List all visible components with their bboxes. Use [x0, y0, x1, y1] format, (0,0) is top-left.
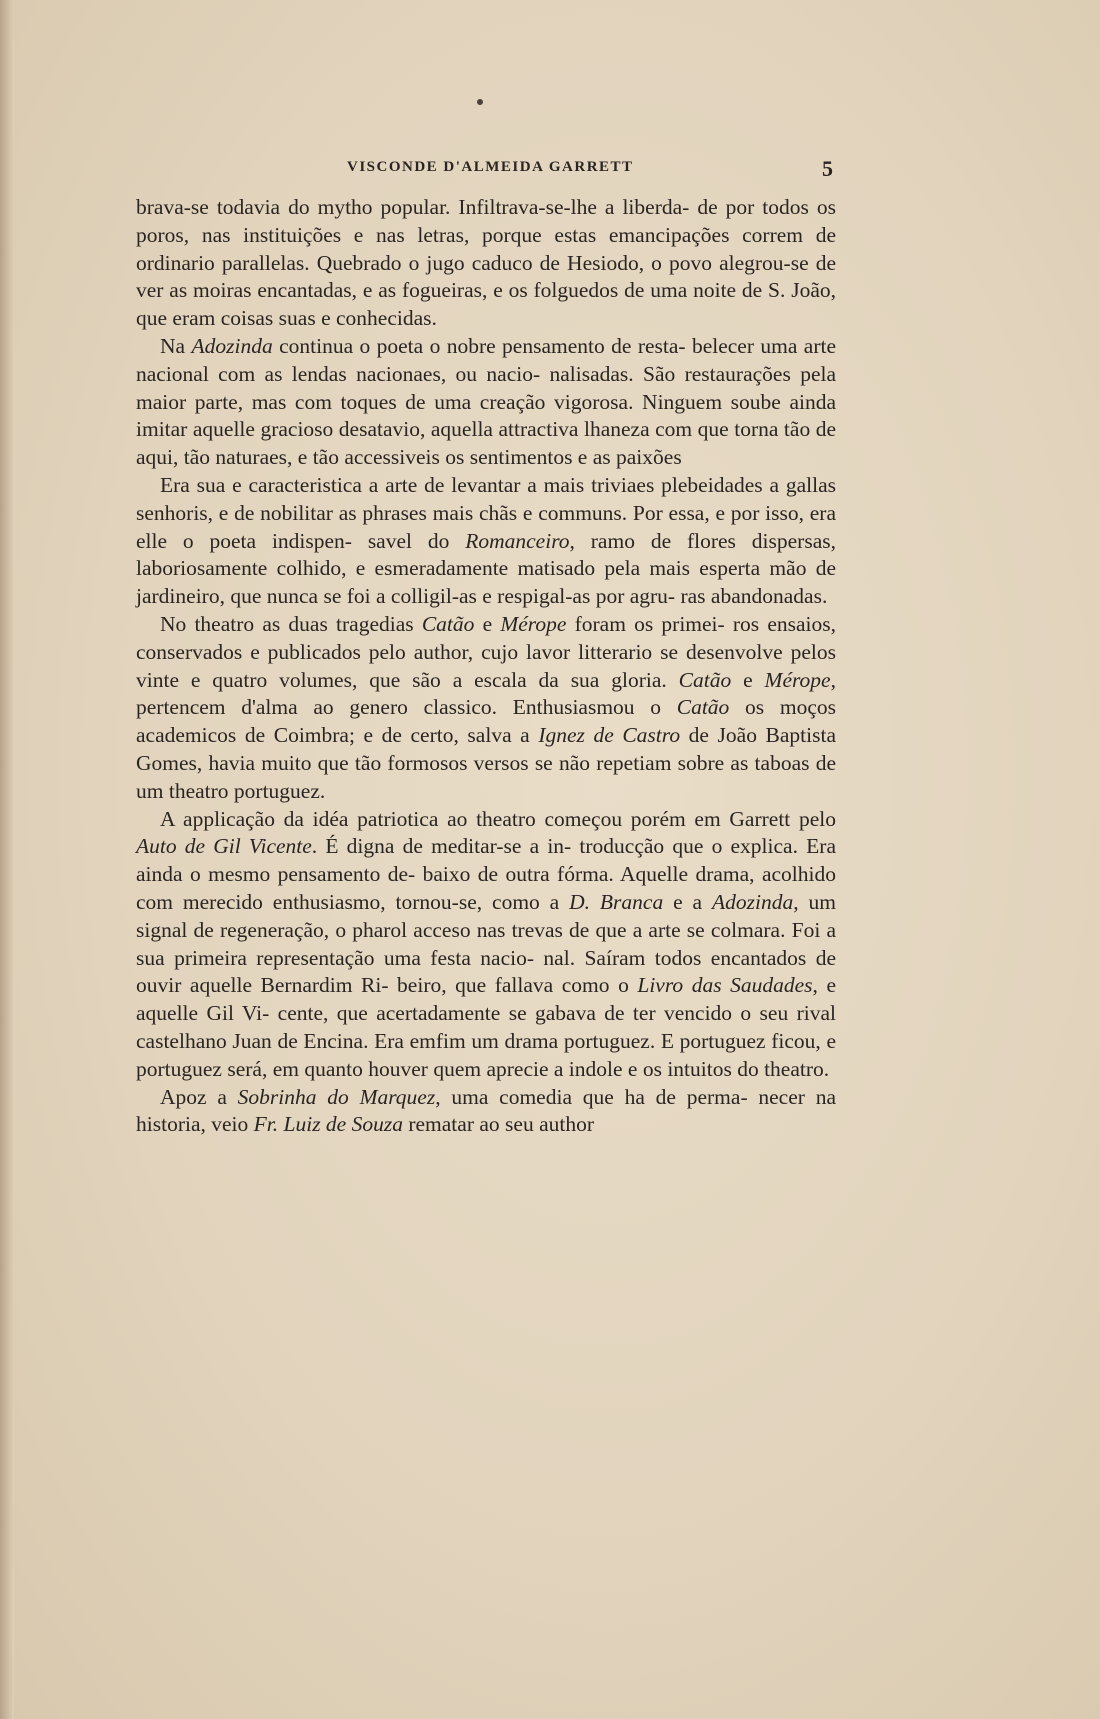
italic-title: Adozinda [191, 333, 273, 358]
text-segment: No theatro as duas tragedias [160, 611, 422, 636]
ink-speck [477, 99, 483, 105]
text-segment: e [474, 611, 501, 636]
italic-title: Catão [678, 667, 732, 692]
page-number: 5 [822, 156, 833, 181]
text-segment: brava-se todavia do mytho popular. Infiltrava-se-lhe a liberda- de por todos os poros, nas instituições e nas letras, porque estas emancipações correm de ordinario parallelas. Quebrado o jugo caduco de Hesiodo, o povo alegrou-se de ver as moiras encantadas, e as fogueiras, e os folguedos de uma noite de S. João, que eram coisas suas e conhecidas. [136, 195, 836, 331]
italic-title: D. Branca [569, 889, 664, 914]
italic-title: Ignez de Castro [538, 723, 681, 748]
text-segment: . É digna de meditar-se a in- troducção que o explica. Era ainda o mesmo pensamento de- baixo de outra fórma. Aquelle drama, acolhido com merecido enthusiasmo, tornou-se, como a [136, 834, 836, 914]
italic-title: Mérope [764, 667, 831, 692]
italic-title: Mérope [500, 611, 567, 636]
paragraph [136, 806, 836, 1084]
italic-title: Livro das Saudades [637, 973, 813, 998]
text-segment: os moços academicos de Coimbra; e de certo, salva a [136, 695, 836, 748]
text-segment: e [731, 667, 765, 692]
text-segment: , um signal de regeneração, o pharol acceso nas trevas de que a arte se colmara. Foi a sua primeira representação uma festa nacio- nal. Saíram todos encantados de ouvir aquelle Bernardim Ri- beiro, que fallava como o [136, 889, 836, 998]
italic-title: Romanceiro [465, 528, 570, 553]
paragraph [136, 611, 836, 806]
text-segment: foram os primei- ros ensaios, conservados e publicados pelo author, cujo lavor litterario se desenvolve pelos vinte e quatro volumes, que são a escala da sua gloria. [136, 611, 837, 692]
text-segment: , pertencem d'alma ao genero classico. Enthusiasmou o [136, 667, 836, 720]
text-segment: Na [160, 333, 192, 358]
text-segment: de João Baptista Gomes, havia muito que tão formosos versos se não repetiam sobre as taboas de um theatro portuguez. [136, 723, 836, 803]
page-binding-edge [0, 0, 14, 1719]
text-segment: , ramo de flores dispersas, laboriosamente colhido, e esmeradamente matisado pela mais esperta mão de jardineiro, que nunca se foi a colligil-as e respigal-as por agru- ras abandonadas. [136, 528, 836, 609]
text-segment: Era sua e caracteristica a arte de levantar a mais triviaes plebeidades a gallas senhoris, e de nobilitar as phrases mais chãs e communs. Por essa, e por isso, era elle o poeta indispen- savel do [136, 472, 836, 553]
text-segment: rematar ao seu author [402, 1112, 594, 1137]
italic-title: Fr. Luiz de Souza [253, 1112, 403, 1137]
paragraph [136, 1084, 836, 1140]
running-head: VISCONDE D'ALMEIDA GARRETT [347, 159, 634, 175]
body-text [136, 194, 836, 1139]
text-segment: Apoz a [160, 1084, 238, 1109]
italic-title: Adozinda [712, 889, 794, 914]
paragraph [136, 333, 836, 472]
italic-title: Auto de Gil Vicente [136, 834, 312, 859]
italic-title: Sobrinha do Marquez [237, 1084, 436, 1109]
paragraph [136, 472, 836, 611]
paragraph [136, 194, 836, 333]
text-segment: , e aquelle Gil Vi- cente, que acertadamente se gabava de ter vencido o seu rival castelhano Juan de Encina. Era emfim um drama portuguez. E portuguez ficou, e portuguez será, em quanto houver quem aprecie a indole e os intuitos do theatro. [136, 973, 837, 1081]
italic-title: Catão [676, 695, 730, 720]
text-segment: A applicação da idéa patriotica ao theatro começou porém em Garrett pelo [160, 806, 836, 831]
text-segment: , uma comedia que ha de perma- necer na historia, veio [136, 1084, 836, 1137]
text-segment: continua o poeta o nobre pensamento de resta- belecer uma arte nacional com as lendas nacionaes, ou nacio- nalisadas. São restaurações pela maior parte, mas com toques de uma creação vigorosa. Ninguem soube ainda imitar aquelle gracioso desatavio, aquella attractiva lhaneza com que torna tão de aqui, tão naturaes, e tão accessiveis os sentimentos e as paixões [136, 333, 837, 470]
italic-title: Catão [421, 611, 475, 636]
text-segment: e a [663, 889, 712, 914]
